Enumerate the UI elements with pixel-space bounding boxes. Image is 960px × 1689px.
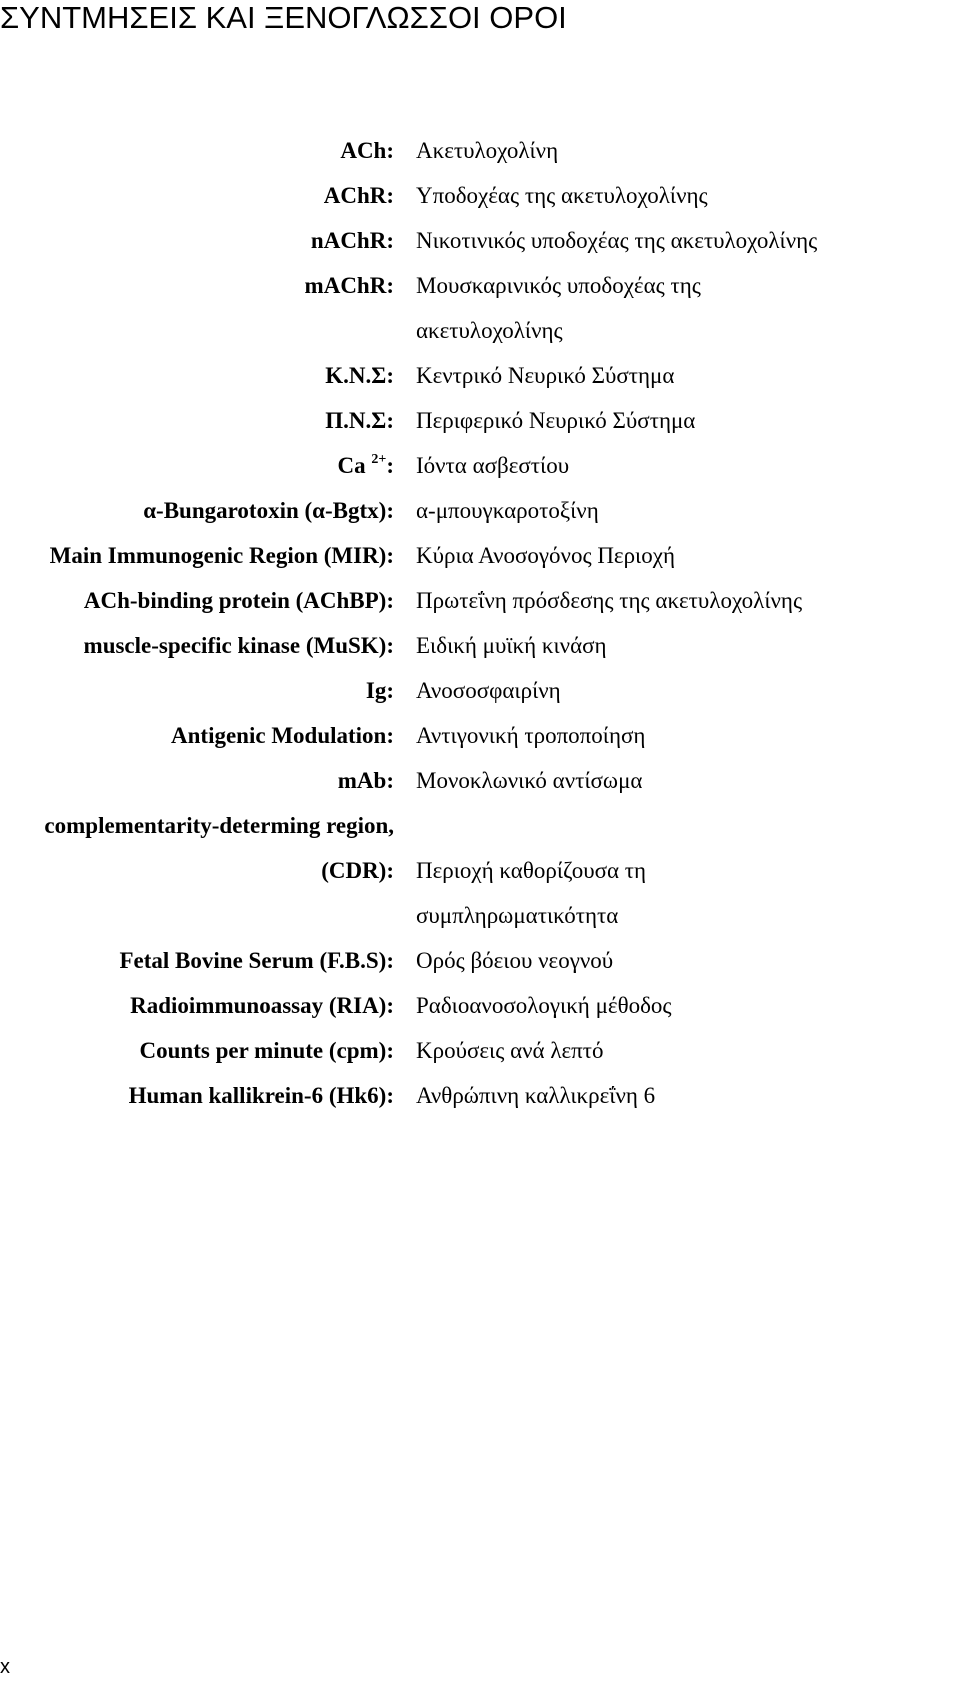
abbreviation-row (0, 1073, 960, 1118)
abbreviation-row (0, 443, 960, 488)
term-base: Ca (337, 452, 366, 478)
abbreviation-term: muscle-specific kinase (MuSK): (83, 632, 394, 658)
abbreviation-definition: α-μπουγκαροτοξίνη (416, 497, 599, 523)
abbreviation-definition: Ραδιοανοσολογική μέθοδος (416, 992, 672, 1018)
abbreviation-term: Radioimmunoassay (RIA): (130, 992, 394, 1018)
abbreviation-row (0, 533, 960, 578)
abbreviation-row (0, 218, 960, 263)
abbreviation-row (0, 848, 960, 893)
abbreviation-term: Fetal Bovine Serum (F.B.S): (119, 947, 394, 973)
page-number: x (0, 1656, 10, 1678)
abbreviation-term: mAChR: (304, 272, 394, 298)
abbreviation-term: ACh-binding protein (AChBP): (83, 587, 394, 613)
abbreviation-row (0, 488, 960, 533)
abbreviation-term: Human kallikrein-6 (Hk6): (128, 1082, 394, 1108)
abbreviation-row (0, 893, 960, 938)
abbreviation-row (0, 173, 960, 218)
abbreviation-definition: συμπληρωματικότητα (416, 902, 619, 928)
abbreviation-definition: Αντιγονική τροποποίηση (416, 722, 646, 748)
abbreviation-definition: Ειδική μυϊκή κινάση (416, 632, 607, 658)
page-title: ΣΥΝΤΜΗΣΕΙΣ ΚΑΙ ΞΕΝΟΓΛΩΣΣΟΙ ΟΡΟΙ (0, 0, 567, 35)
abbreviation-definition: Υποδοχέας της ακετυλοχολίνης (416, 182, 708, 208)
abbreviation-row (0, 983, 960, 1028)
abbreviation-definition: Ιόντα ασβεστίου (416, 452, 570, 478)
abbreviation-row (0, 758, 960, 803)
abbreviation-row (0, 128, 960, 173)
abbreviation-definition: ακετυλοχολίνης (416, 317, 563, 343)
abbreviation-row (0, 308, 960, 353)
abbreviation-definition: Ανθρώπινη καλλικρεΐνη 6 (416, 1082, 656, 1108)
abbreviation-term: mAb: (337, 767, 394, 793)
abbreviation-definition: Περιφερικό Νευρικό Σύστημα (416, 407, 696, 433)
abbreviations-table (0, 128, 960, 1118)
abbreviation-row (0, 938, 960, 983)
abbreviation-term: Π.Ν.Σ: (325, 407, 394, 433)
abbreviation-definition: Μονοκλωνικό αντίσωμα (416, 767, 643, 793)
abbreviation-term (0, 443, 416, 488)
term-suffix: : (386, 452, 394, 478)
abbreviation-definition: Ορός βόειου νεογνού (416, 947, 614, 973)
abbreviation-term: α-Bungarotoxin (α-Bgtx): (143, 497, 394, 523)
abbreviation-definition: Ακετυλοχολίνη (416, 137, 559, 163)
abbreviation-row (0, 668, 960, 713)
abbreviation-row (0, 623, 960, 668)
abbreviation-row (0, 803, 960, 848)
abbreviation-definition: Περιοχή καθορίζουσα τη (416, 857, 647, 883)
abbreviation-row (0, 578, 960, 623)
term-superscript: 2+ (371, 451, 387, 467)
abbreviation-definition: Κεντρικό Νευρικό Σύστημα (416, 362, 675, 388)
abbreviation-row (0, 713, 960, 758)
abbreviation-term: Main Immunogenic Region (MIR): (49, 542, 394, 568)
abbreviation-definition: Μουσκαρινικός υποδοχέας της (416, 272, 701, 298)
abbreviation-term: complementarity-determing region, (44, 812, 394, 838)
abbreviation-definition: Πρωτεΐνη πρόσδεσης της ακετυλοχολίνης (416, 587, 803, 613)
abbreviation-term: Ig: (365, 677, 394, 703)
abbreviation-term: nAChR: (310, 227, 394, 253)
abbreviation-row (0, 263, 960, 308)
abbreviation-row (0, 353, 960, 398)
abbreviation-definition: Κρούσεις ανά λεπτό (416, 1037, 604, 1063)
abbreviation-term (0, 893, 416, 938)
abbreviation-definition: Νικοτινικός υποδοχέας της ακετυλοχολίνης (416, 227, 818, 253)
abbreviation-definition: Κύρια Ανοσογόνος Περιοχή (416, 542, 675, 568)
abbreviation-definition: Ανοσοσφαιρίνη (416, 677, 561, 703)
abbreviation-term: (CDR): (321, 857, 394, 883)
abbreviation-term: ACh: (340, 137, 394, 163)
abbreviation-definition (416, 803, 960, 848)
abbreviation-term: Κ.Ν.Σ: (325, 362, 394, 388)
abbreviation-term (0, 308, 416, 353)
abbreviation-term: Counts per minute (cpm): (139, 1037, 394, 1063)
abbreviation-row (0, 1028, 960, 1073)
abbreviation-term: Antigenic Modulation: (171, 722, 394, 748)
abbreviation-term: AChR: (323, 182, 394, 208)
abbreviation-row (0, 398, 960, 443)
